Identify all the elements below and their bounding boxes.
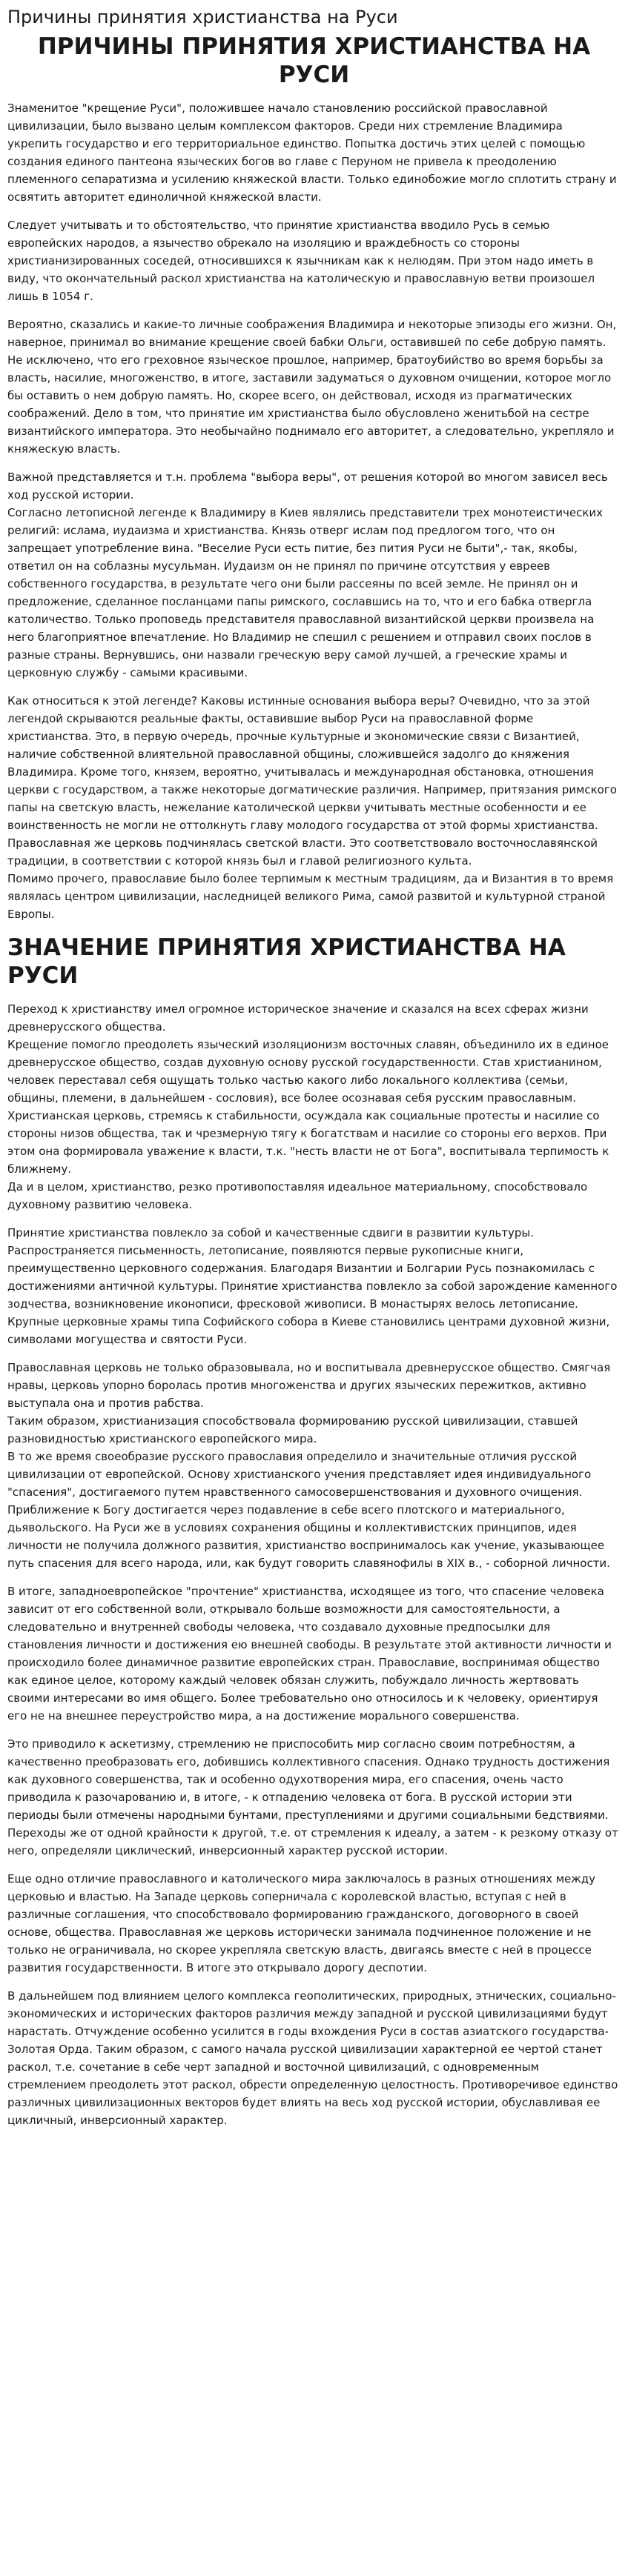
paragraph: Переход к христианству имел огромное историческое значение и сказался на всех сферах жизни древнерусского общества. Крещение помогло преодолеть языческий изоляционизм восточных славян, объединило их в единое древнерусское общество, создав духовную основу русской государственности. Став христианином, человек переставал себя ощущать только частью какого либо локального коллектива (семьи, общины, племени, в дальнейшем - сословия), все более осознавая себя русским православным. Христианская церковь, стремясь к стабильности, осуждала как социальные протесты и насилие со стороны низов общества, так и чрезмерную тягу к богатствам и насилие со стороны его верхов. При этом она формировала уважение к власти, т.к. "несть власти не от Бога", воспитывала терпимость к ближнему. Да и в целом, христианство, резко противопоставляя идеальное материальному, способствовало духовному развитию человека.: [7, 1002, 609, 1211]
paragraph: В дальнейшем под влиянием целого комплекса геополитических, природных, этнических, социально-экономических и исторических факторов различия между западной и русской цивилизациями будут нарастать. Отчуждение особенно усилится в годы вхождения Руси в состав азиатского государства- Золотая Орда. Таким образом, с самого начала русской цивилизации характерной ее чертой станет раскол, т.е. сочетание в себе черт западной и восточной цивилизаций, с одновременным стремлением преодолеть этот раскол, обрести определенную целостность. Противоречивое единство различных цивилизационных векторов будет влиять на весь ход русской истории, обуславливая ее цикличный, инверсионный характер.: [7, 1989, 618, 2127]
paragraph: Как относиться к этой легенде? Каковы истинные основания выбора веры? Очевидно, что за этой легендой скрываются реальные факты, оставившие выбор Руси на православной форме христианства. Это, в первую очередь, прочные культурные и экономические связи с Византией, наличие собственной влиятельной православной общины, сложившейся задолго до княжения Владимира. Кроме того, князем, вероятно, учитывалась и международная обстановка, отношения церкви с государством, а также некоторые догматические различия. Например, притязания римского папы на светскую власть, нежелание католической церкви учитывать местные особенности и ее воинственность не могли не оттолкнуть главу молодого государства от этой формы христианства. Православная же церковь подчинялась светской власти. Это соответствовало восточнославянской традиции, в соответствии с которой князь был и главой религиозного культа. Помимо прочего, православие было более терпимым к местным традициям, да и Византия в то время являлась центром цивилизации, наследницей великого Рима, самой развитой и культурной страной Европы.: [7, 694, 617, 921]
paragraph: Важной представляется и т.н. проблема "выбора веры", от решения которой во многом зависел весь ход русской истории. Согласно летописной легенде к Владимиру в Киев являлись представители трех монотеистических религий: ислама, иудаизма и христианства. Князь отверг ислам под предлогом того, что он запрещает употребление вина. "Веселие Руси есть питие, без пития Руси не быти",- так, якобы, ответил он на соблазны мусульман. Иудаизм он не принял по причине отсутствия у евреев собственного государства, в результате чего они были рассеяны по всей земле. Не принял он и предложение, сделанное посланцами папы римского, сославшись на то, что и его бабка отвергла католичество. Только проповедь представителя православной византийской церкви произвела на него благоприятное впечатление. Но Владимир не спешил с решением и отправил своих послов в разные страны. Вернувшись, они назвали греческую веру самой лучшей, а греческие храмы и церковную службу - самыми красивыми.: [7, 470, 608, 679]
section-significance: [7, 1000, 621, 2129]
paragraph: Это приводило к аскетизму, стремлению не приспособить мир согласно своим потребностям, а качественно преобразовать его, добившись коллективного спасения. Однако трудность достижения как духовного совершенства, так и особенно одухотворения мира, его спасения, очень часто приводила к разочарованию и, в итоге, - к отпадению человека от бога. В русской истории эти периоды были отмечены народными бунтами, преступлениями и другими социальными бедствиями. Переходы же от одной крайности к другой, т.е. от стремления к идеалу, а затем - к резкому отказу от него, определяли циклический, инверсионный характер русской истории.: [7, 1737, 618, 1857]
paragraph: Следует учитывать и то обстоятельство, что принятие христианства вводило Русь в семью европейских народов, а язычество обрекало на изоляцию и враждебность со стороны христианизированных соседей, относившихся к язычникам как к нелюдям. При этом надо иметь в виду, что окончательный раскол христианства на католическую и православную ветви произошел лишь в 1054 г.: [7, 219, 595, 303]
paragraph: В итоге, западноевропейское "прочтение" христианства, исходящее из того, что спасение человека зависит от его собственной воли, открывало больше возможности для самостоятельности, а следовательно и внутренней свободы человека, что создавало духовные предпосылки для становления личности и достижения ею внешней свободы. В результате этой активности личности и происходило более динамичное развитие европейских стран. Православие, воспринимая общество как единое целое, которому каждый человек обязан служить, побуждало личность жертвовать своими интересами во имя общего. Более требовательно оно относилось и к человеку, ориентируя его не на внешнее переустройство мира, а на достижение морального совершенства.: [7, 1585, 612, 1723]
section-causes: [7, 99, 621, 923]
page-title: ПРИЧИНЫ ПРИНЯТИЯ ХРИСТИАНСТВА НА РУСИ: [37, 33, 591, 88]
paragraph: Еще одно отличие православного и католического мира заключалось в разных отношениях между церковью и властью. На Западе церковь соперничала с королевской властью, вступая с ней в различные соглашения, что способствовало формированию гражданского, договорного в своей основе, общества. Православная же церковь исторически занимала подчиненное положение и не только не ограничивала, но скорее укрепляла светскую власть, двигаясь вместе с ней в процессе развития государственности. В итоге это открывало дорогу деспотии.: [7, 1872, 596, 1974]
page-caption: Причины принятия христианства на Руси: [7, 7, 398, 27]
paragraph: Православная церковь не только образовывала, но и воспитывала древнерусское общество. Смягчая нравы, церковь упорно боролась против многоженства и других языческих пережитков, активно выступала она и против рабства. Таким образом, христианизация способствовала формированию русской цивилизации, ставшей разновидностью христианского европейского мира. В то же время своеобразие русского православия определило и значительные отличия русской цивилизации от европейской. Основу христианского учения представляет идея индивидуального "спасения", достигаемого путем нравственного самосовершенствования и духовного очищения. Приближение к Богу достигается через подавление в себе всего плотского и материального, дьявольского. На Руси же в условиях сохранения общины и коллективистских принципов, идея личности не получила должного развития, христианство воспринималось как учение, указывающее путь спасения для всего народа, или, как будут говорить славянофилы в XIX в., - соборной личности.: [7, 1361, 611, 1570]
paragraph: Принятие христианства повлекло за собой и качественные сдвиги в развитии культуры. Распространяется письменность, летописание, появляются первые рукописные книги, преимущественно церковного содержания. Благодаря Византии и Болгарии Русь познакомилась с достижениями античной культуры. Принятие христианства повлекло за собой зарождение каменного зодчества, возникновение иконописи, фресковой живописи. В монастырях велось летописание. Крупные церковные храмы типа Софийского собора в Киеве становились центрами духовной жизни, символами могущества и святости Руси.: [7, 1226, 618, 1346]
paragraph: Вероятно, сказались и какие-то личные соображения Владимира и некоторые эпизоды его жизни. Он, наверное, принимал во внимание крещение своей бабки Ольги, оставившей по себе добрую память. Не исключено, что его греховное языческое прошлое, например, братоубийство во время борьбы за власть, насилие, многоженство, в итоге, заставили задуматься о духовном очищении, которое могло бы оставить о нем добрую память. Но, скорее всего, он действовал, исходя из прагматических соображений. Дело в том, что принятие им христианства было обусловлено женитьбой на сестре византийского императора. Это необычайно поднимало его авторитет, а следовательно, укрепляло и княжескую власть.: [7, 318, 617, 456]
section-heading-significance: ЗНАЧЕНИЕ ПРИНЯТИЯ ХРИСТИАНСТВА НА РУСИ: [7, 934, 566, 989]
paragraph: Знаменитое "крещение Руси", положившее начало становлению российской православной цивилизации, было вызвано целым комплексом факторов. Среди них стремление Владимира укрепить государство и его территориальное единство. Попытка достичь этих целей с помощью создания единого пантеона языческих богов во главе с Перуном не привела к преодолению племенного сепаратизма и усилению княжеской власти. Только единобожие могло сплотить страну и освятить авторитет единоличной княжеской власти.: [7, 101, 617, 204]
